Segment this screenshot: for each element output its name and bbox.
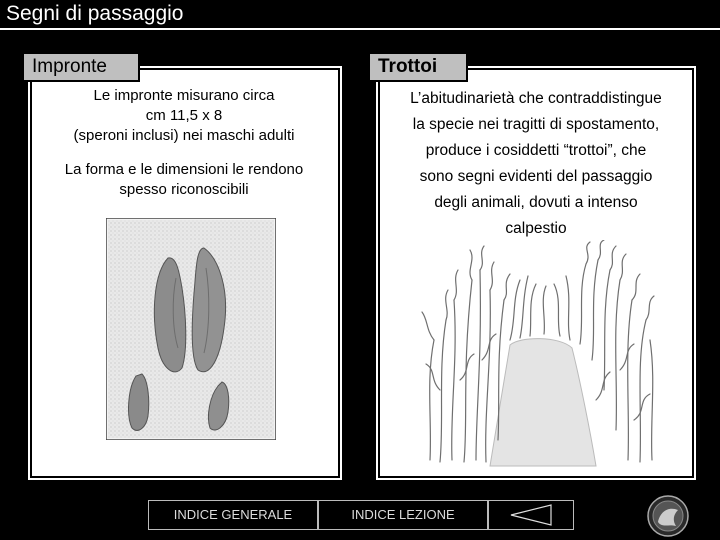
trottoi-line-4: sono segni evidenti del passaggio (419, 168, 653, 185)
indice-lezione-button[interactable]: INDICE LEZIONE (318, 500, 488, 530)
page-title: Segni di passaggio (6, 2, 184, 25)
triangle-left-icon (489, 501, 573, 529)
trottoi-text (386, 86, 686, 242)
trottoi-line-5: degli animali, dovuti a intenso (434, 194, 638, 211)
trottoi-line-6: calpestio (505, 220, 567, 237)
impronte-text-line3: (speroni inclusi) nei maschi adulti (73, 127, 295, 144)
tab-impronte: Impronte (22, 52, 140, 82)
impronte-text-line2: cm 11,5 x 8 (145, 107, 223, 124)
title-bar (0, 0, 720, 30)
impronte-text-line5: spesso riconoscibili (119, 181, 249, 198)
impronte-text-line1: Le impronte misurano circa (93, 87, 275, 104)
trottoi-line-3: produce i cosiddetti “trottoi”, che (425, 142, 647, 159)
round-logo-icon[interactable] (646, 494, 690, 538)
trottoi-line-2: la specie nei tragitti di spostamento, (412, 116, 660, 133)
trail-image (420, 240, 660, 468)
indice-generale-button[interactable]: INDICE GENERALE (148, 500, 318, 530)
tab-trottoi: Trottoi (368, 52, 468, 82)
footprint-image (106, 218, 276, 440)
trottoi-line-1: L’abitudinarietà che contraddistingue (410, 90, 662, 107)
impronte-text-line4: La forma e le dimensioni le rendono (64, 161, 304, 178)
back-button[interactable] (488, 500, 574, 530)
